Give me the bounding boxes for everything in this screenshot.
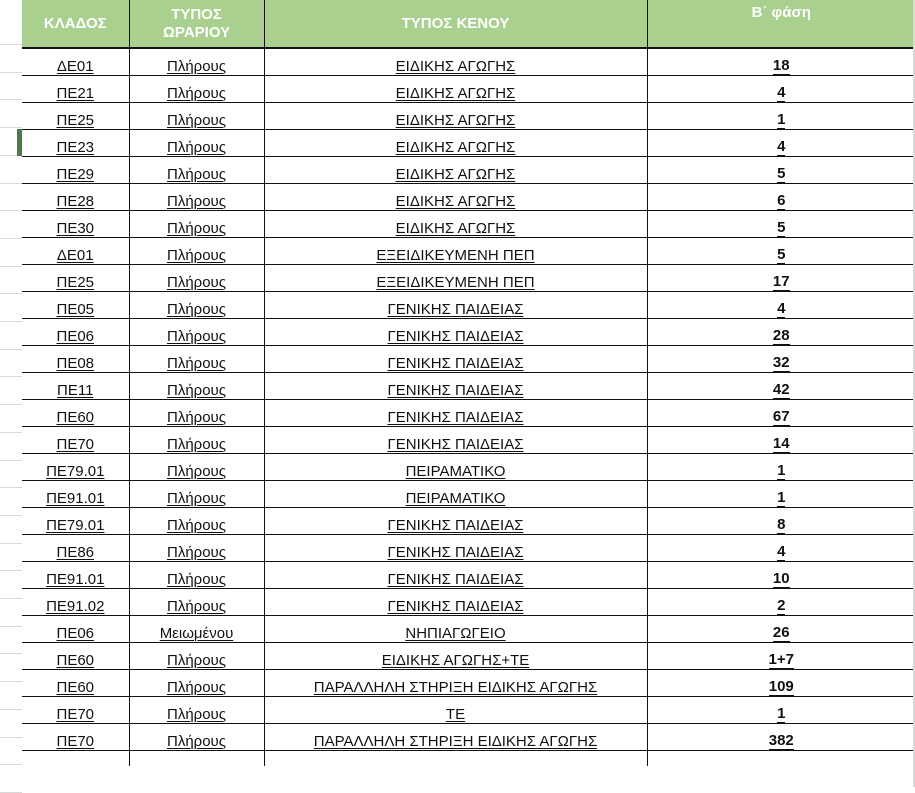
cell-orario[interactable]: Πλήρους xyxy=(129,103,264,130)
cell-keno[interactable]: ΤΕ xyxy=(264,697,647,724)
cell-keno[interactable]: ΕΞΕΙΔΙΚΕΥΜΕΝΗ ΠΕΠ xyxy=(264,265,647,292)
cell-klados[interactable]: ΠΕ79.01 xyxy=(22,508,129,535)
table-row xyxy=(22,508,915,535)
cell-fasi-value: 26 xyxy=(772,624,790,641)
cell-keno[interactable]: ΓΕΝΙΚΗΣ ΠΑΙΔΕΙΑΣ xyxy=(264,400,647,427)
cell-fasi-value: 1 xyxy=(777,705,786,722)
cell-fasi-value: 28 xyxy=(772,327,790,344)
cell-orario[interactable]: Πλήρους xyxy=(129,481,264,508)
table-row xyxy=(22,265,915,292)
row-gridline xyxy=(0,764,22,765)
cell-fasi[interactable] xyxy=(647,616,915,643)
cell-fasi-value: 5 xyxy=(777,165,786,182)
row-gridline xyxy=(0,210,22,211)
cell-keno[interactable]: ΕΙΔΙΚΗΣ ΑΓΩΓΗΣ+ΤΕ xyxy=(264,643,647,670)
table-row xyxy=(22,724,915,751)
cell-fasi[interactable] xyxy=(647,211,915,238)
cell-orario[interactable]: Πλήρους xyxy=(129,454,264,481)
row-gridline xyxy=(0,349,22,350)
cell-fasi-value: 4 xyxy=(777,84,786,101)
empty-cell[interactable] xyxy=(264,751,647,767)
header-orario[interactable] xyxy=(129,0,264,48)
cell-orario[interactable]: Πλήρους xyxy=(129,238,264,265)
cell-fasi-value: 1 xyxy=(777,111,786,128)
cell-fasi[interactable] xyxy=(647,400,915,427)
cell-orario[interactable]: Πλήρους xyxy=(129,48,264,76)
cell-klados[interactable]: ΠΕ86 xyxy=(22,535,129,562)
row-gridline xyxy=(0,570,22,571)
cell-klados[interactable]: ΠΕ29 xyxy=(22,157,129,184)
table-row xyxy=(22,157,915,184)
cell-keno[interactable]: ΕΙΔΙΚΗΣ ΑΓΩΓΗΣ xyxy=(264,157,647,184)
cell-keno[interactable]: ΓΕΝΙΚΗΣ ΠΑΙΔΕΙΑΣ xyxy=(264,589,647,616)
cell-keno[interactable]: ΕΙΔΙΚΗΣ ΑΓΩΓΗΣ xyxy=(264,76,647,103)
table-row xyxy=(22,589,915,616)
cell-fasi[interactable] xyxy=(647,319,915,346)
cell-klados[interactable]: ΠΕ91.01 xyxy=(22,562,129,589)
cell-klados[interactable]: ΠΕ28 xyxy=(22,184,129,211)
cell-fasi[interactable] xyxy=(647,643,915,670)
cell-orario[interactable]: Πλήρους xyxy=(129,157,264,184)
header-keno[interactable]: ΤΥΠΟΣ ΚΕΝΟΥ xyxy=(264,0,647,48)
table-row xyxy=(22,697,915,724)
cell-klados[interactable]: ΠΕ79.01 xyxy=(22,454,129,481)
cell-fasi[interactable] xyxy=(647,157,915,184)
cell-orario[interactable]: Πλήρους xyxy=(129,130,264,157)
row-gridline xyxy=(0,376,22,377)
cell-keno[interactable]: ΓΕΝΙΚΗΣ ΠΑΙΔΕΙΑΣ xyxy=(264,373,647,400)
cell-orario[interactable]: Πλήρους xyxy=(129,724,264,751)
table-row xyxy=(22,427,915,454)
table-row xyxy=(22,670,915,697)
table-row xyxy=(22,373,915,400)
cell-orario[interactable]: Πλήρους xyxy=(129,373,264,400)
cell-fasi[interactable] xyxy=(647,346,915,373)
table-row xyxy=(22,130,915,157)
cell-klados[interactable]: ΔΕ01 xyxy=(22,48,129,76)
table-row xyxy=(22,184,915,211)
table-row xyxy=(22,643,915,670)
row-gridline xyxy=(0,432,22,433)
table-row xyxy=(22,48,915,76)
cell-klados[interactable]: ΠΕ25 xyxy=(22,265,129,292)
cell-fasi-value: 18 xyxy=(772,57,790,74)
cell-fasi[interactable] xyxy=(647,724,915,751)
row-gridline xyxy=(0,293,22,294)
cell-fasi-value: 1 xyxy=(777,489,786,506)
header-row xyxy=(22,0,915,48)
cell-keno[interactable]: ΓΕΝΙΚΗΣ ΠΑΙΔΕΙΑΣ xyxy=(264,319,647,346)
cell-keno[interactable]: ΠΕΙΡΑΜΑΤΙΚΟ xyxy=(264,454,647,481)
cell-klados[interactable]: ΠΕ30 xyxy=(22,211,129,238)
table-row xyxy=(22,76,915,103)
cell-keno[interactable]: ΕΙΔΙΚΗΣ ΑΓΩΓΗΣ xyxy=(264,48,647,76)
header-orario-line2: ΩΡΑΡΙΟΥ xyxy=(162,23,231,41)
row-gridline xyxy=(0,487,22,488)
row-header-gutter xyxy=(0,0,22,787)
cell-fasi[interactable] xyxy=(647,76,915,103)
row-gridline xyxy=(0,44,22,45)
cell-orario[interactable]: Πλήρους xyxy=(129,670,264,697)
cell-orario[interactable]: Πλήρους xyxy=(129,535,264,562)
empty-cell[interactable] xyxy=(647,751,915,767)
cell-orario[interactable]: Πλήρους xyxy=(129,589,264,616)
row-gridline xyxy=(0,266,22,267)
cell-fasi-value: 67 xyxy=(772,408,790,425)
cell-klados[interactable]: ΠΕ70 xyxy=(22,724,129,751)
cell-fasi[interactable] xyxy=(647,265,915,292)
row-gridline xyxy=(0,127,22,128)
cell-fasi[interactable] xyxy=(647,697,915,724)
cell-orario[interactable]: Πλήρους xyxy=(129,400,264,427)
table-row xyxy=(22,481,915,508)
table-row xyxy=(22,562,915,589)
cell-keno[interactable]: ΕΙΔΙΚΗΣ ΑΓΩΓΗΣ xyxy=(264,184,647,211)
row-gridline xyxy=(0,72,22,73)
row-gridline xyxy=(0,321,22,322)
row-gridline xyxy=(0,653,22,654)
cell-fasi[interactable] xyxy=(647,103,915,130)
cell-keno[interactable]: ΕΞΕΙΔΙΚΕΥΜΕΝΗ ΠΕΠ xyxy=(264,238,647,265)
cell-fasi-value: 1 xyxy=(777,462,786,479)
cell-keno[interactable]: ΠΑΡΑΛΛΗΛΗ ΣΤΗΡΙΞΗ ΕΙΔΙΚΗΣ ΑΓΩΓΗΣ xyxy=(264,670,647,697)
cell-keno[interactable]: ΓΕΝΙΚΗΣ ΠΑΙΔΕΙΑΣ xyxy=(264,535,647,562)
cell-klados[interactable]: ΠΕ21 xyxy=(22,76,129,103)
cell-klados[interactable]: ΔΕ01 xyxy=(22,238,129,265)
cell-orario[interactable]: Πλήρους xyxy=(129,427,264,454)
table-row xyxy=(22,238,915,265)
cell-fasi[interactable] xyxy=(647,184,915,211)
cell-keno[interactable]: ΕΙΔΙΚΗΣ ΑΓΩΓΗΣ xyxy=(264,103,647,130)
cell-fasi-value: 14 xyxy=(772,435,790,452)
cell-klados[interactable]: ΠΕ05 xyxy=(22,292,129,319)
cell-klados[interactable]: ΠΕ25 xyxy=(22,103,129,130)
cell-klados[interactable]: ΠΕ60 xyxy=(22,670,129,697)
row-gridline xyxy=(0,709,22,710)
table-row xyxy=(22,103,915,130)
cell-klados[interactable]: ΠΕ70 xyxy=(22,427,129,454)
cell-fasi[interactable] xyxy=(647,535,915,562)
cell-fasi[interactable] xyxy=(647,670,915,697)
cell-fasi[interactable] xyxy=(647,427,915,454)
cell-fasi-value: 1+7 xyxy=(768,651,794,668)
cell-orario[interactable]: Πλήρους xyxy=(129,76,264,103)
cell-orario[interactable]: Πλήρους xyxy=(129,265,264,292)
cell-keno[interactable]: ΠΑΡΑΛΛΗΛΗ ΣΤΗΡΙΞΗ ΕΙΔΙΚΗΣ ΑΓΩΓΗΣ xyxy=(264,724,647,751)
cell-klados[interactable]: ΠΕ70 xyxy=(22,697,129,724)
cell-orario[interactable]: Πλήρους xyxy=(129,184,264,211)
cell-orario[interactable]: Πλήρους xyxy=(129,562,264,589)
cell-klados[interactable]: ΠΕ11 xyxy=(22,373,129,400)
cell-fasi-value: 32 xyxy=(772,354,790,371)
table-row xyxy=(22,454,915,481)
table-row xyxy=(22,346,915,373)
cell-orario[interactable]: Πλήρους xyxy=(129,346,264,373)
cell-orario[interactable]: Πλήρους xyxy=(129,319,264,346)
cell-fasi[interactable] xyxy=(647,373,915,400)
cell-orario[interactable]: Πλήρους xyxy=(129,697,264,724)
empty-cell[interactable] xyxy=(129,751,264,767)
cell-fasi-value: 4 xyxy=(777,300,786,317)
cell-klados[interactable]: ΠΕ60 xyxy=(22,643,129,670)
cell-klados[interactable]: ΠΕ91.02 xyxy=(22,589,129,616)
table-row xyxy=(22,616,915,643)
cell-fasi-value: 382 xyxy=(768,732,794,749)
cell-orario[interactable]: Πλήρους xyxy=(129,643,264,670)
table-row xyxy=(22,400,915,427)
cell-fasi-value: 10 xyxy=(772,570,790,587)
cell-fasi-value: 42 xyxy=(772,381,790,398)
empty-cell[interactable] xyxy=(22,751,129,767)
cell-fasi-value: 2 xyxy=(777,597,786,614)
cell-klados[interactable]: ΠΕ06 xyxy=(22,319,129,346)
cell-orario[interactable]: Πλήρους xyxy=(129,292,264,319)
row-gridline xyxy=(0,99,22,100)
row-gridline xyxy=(0,681,22,682)
cell-fasi-value: 5 xyxy=(777,246,786,263)
table-row xyxy=(22,292,915,319)
cell-klados[interactable]: ΠΕ08 xyxy=(22,346,129,373)
cell-orario[interactable]: Πλήρους xyxy=(129,211,264,238)
cell-fasi[interactable] xyxy=(647,48,915,76)
cell-keno[interactable]: ΠΕΙΡΑΜΑΤΙΚΟ xyxy=(264,481,647,508)
cell-fasi-value: 8 xyxy=(777,516,786,533)
cell-orario[interactable]: Πλήρους xyxy=(129,508,264,535)
empty-row xyxy=(22,751,915,767)
cell-fasi-value: 17 xyxy=(772,273,790,290)
cell-fasi-value: 6 xyxy=(777,192,786,209)
cell-fasi-value: 4 xyxy=(777,138,786,155)
cell-keno[interactable]: ΓΕΝΙΚΗΣ ΠΑΙΔΕΙΑΣ xyxy=(264,427,647,454)
cell-keno[interactable]: ΓΕΝΙΚΗΣ ΠΑΙΔΕΙΑΣ xyxy=(264,508,647,535)
cell-keno[interactable]: ΕΙΔΙΚΗΣ ΑΓΩΓΗΣ xyxy=(264,211,647,238)
cell-fasi[interactable] xyxy=(647,238,915,265)
cell-klados[interactable]: ΠΕ60 xyxy=(22,400,129,427)
row-gridline xyxy=(0,183,22,184)
cell-fasi[interactable] xyxy=(647,454,915,481)
header-klados[interactable]: ΚΛΑΔΟΣ xyxy=(22,0,129,48)
cell-klados[interactable]: ΠΕ06 xyxy=(22,616,129,643)
row-gridline xyxy=(0,460,22,461)
table-body xyxy=(22,48,915,766)
cell-orario[interactable]: Μειωμένου xyxy=(129,616,264,643)
cell-keno[interactable]: ΓΕΝΙΚΗΣ ΠΑΙΔΕΙΑΣ xyxy=(264,292,647,319)
cell-fasi[interactable] xyxy=(647,130,915,157)
header-orario-line1: ΤΥΠΟΣ xyxy=(171,5,222,23)
cell-keno[interactable]: ΕΙΔΙΚΗΣ ΑΓΩΓΗΣ xyxy=(264,130,647,157)
cell-keno[interactable]: ΝΗΠΙΑΓΩΓΕΙΟ xyxy=(264,616,647,643)
cell-fasi-value: 5 xyxy=(777,219,786,236)
row-gridline xyxy=(0,238,22,239)
table-row xyxy=(22,535,915,562)
cell-fasi[interactable] xyxy=(647,508,915,535)
table-row xyxy=(22,211,915,238)
cell-klados[interactable]: ΠΕ91.01 xyxy=(22,481,129,508)
cell-klados[interactable]: ΠΕ23 xyxy=(22,130,129,157)
header-fasi[interactable]: Β΄ φάση xyxy=(647,0,915,48)
vacancies-table xyxy=(22,0,915,766)
cell-keno[interactable]: ΓΕΝΙΚΗΣ ΠΑΙΔΕΙΑΣ xyxy=(264,562,647,589)
cell-fasi-value: 4 xyxy=(777,543,786,560)
row-gridline xyxy=(0,543,22,544)
cell-keno[interactable]: ΓΕΝΙΚΗΣ ΠΑΙΔΕΙΑΣ xyxy=(264,346,647,373)
cell-fasi-value: 109 xyxy=(768,678,794,695)
cell-fasi[interactable] xyxy=(647,562,915,589)
cell-fasi[interactable] xyxy=(647,292,915,319)
row-gridline xyxy=(0,515,22,516)
row-gridline xyxy=(0,626,22,627)
cell-fasi[interactable] xyxy=(647,481,915,508)
table-row xyxy=(22,319,915,346)
row-gridline xyxy=(0,404,22,405)
row-gridline xyxy=(0,737,22,738)
cell-fasi[interactable] xyxy=(647,589,915,616)
row-gridline xyxy=(0,598,22,599)
